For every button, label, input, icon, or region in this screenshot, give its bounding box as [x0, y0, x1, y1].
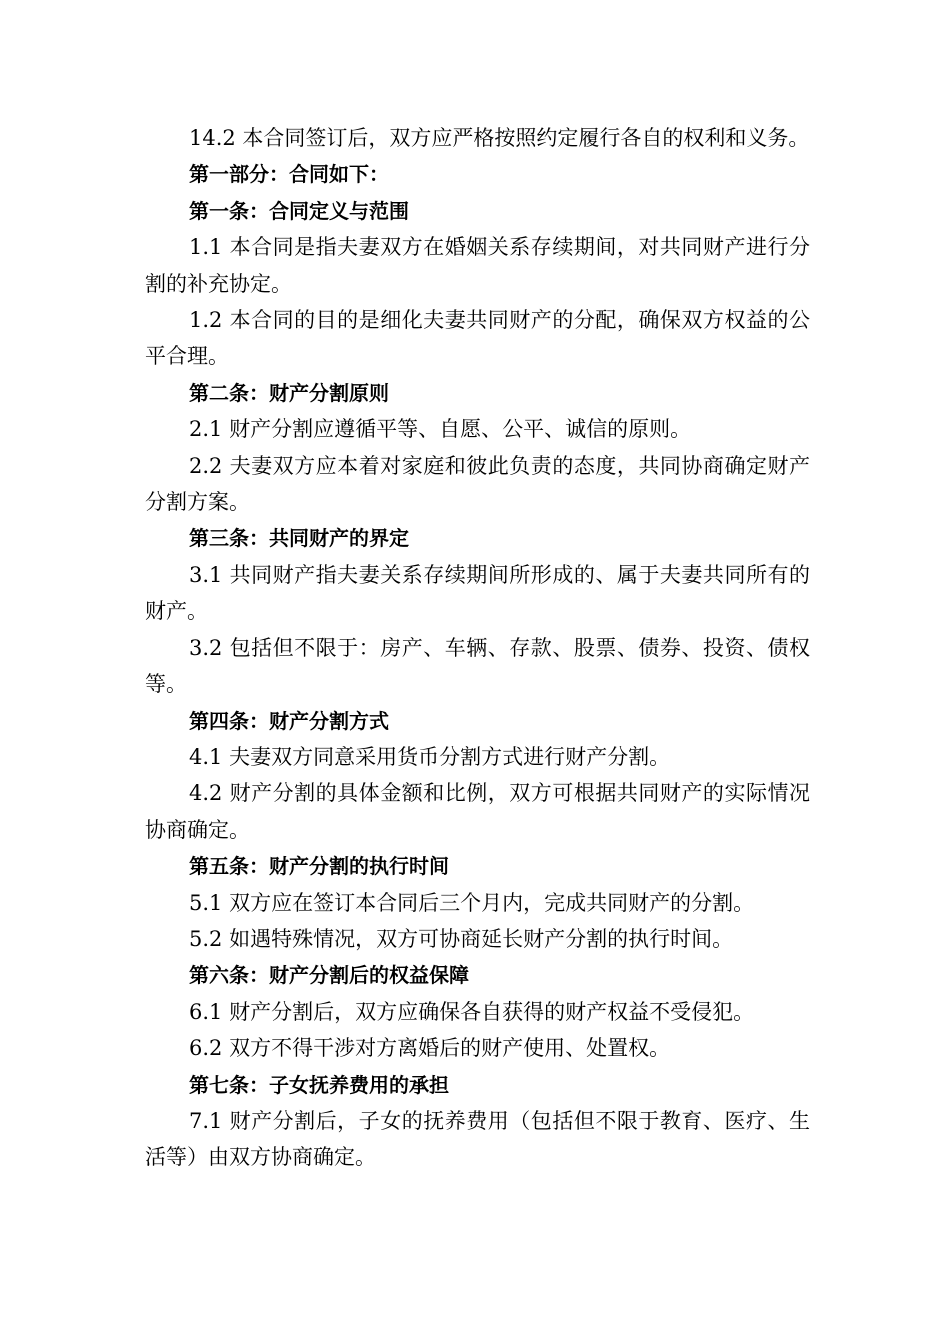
article-1-heading: 第一条：合同定义与范围 — [189, 198, 409, 223]
clause-1-2: 1.2 本合同的目的是细化夫妻共同财产的分配，确保双方权益的公平合理。 — [145, 308, 810, 369]
clause-7-1: 7.1 财产分割后，子女的抚养费用（包括但不限于教育、医疗、生活等）由双方协商确定。 — [145, 1108, 810, 1170]
clause-1-1: 1.1 本合同是指夫妻双方在婚姻关系存续期间，对共同财产进行分割的补充协定。 — [145, 235, 810, 296]
article-2-heading: 第二条：财产分割原则 — [189, 380, 389, 405]
clause-5-2: 5.2 如遇特殊情况，双方可协商延长财产分割的执行时间。 — [189, 926, 734, 951]
clause-3-2: 3.2 包括但不限于：房产、车辆、存款、股票、债券、投资、债权等。 — [145, 635, 810, 697]
clause-5-1: 5.1 双方应在签订本合同后三个月内，完成共同财产的分割。 — [189, 890, 755, 915]
clause-4-2: 4.2 财产分割的具体金额和比例，双方可根据共同财产的实际情况协商确定。 — [145, 781, 810, 842]
article-6-heading: 第六条：财产分割后的权益保障 — [189, 963, 469, 988]
article-7-heading: 第七条：子女抚养费用的承担 — [189, 1072, 449, 1097]
document-body — [145, 120, 810, 1176]
clause-6-1: 6.1 财产分割后，双方应确保各自获得的财产权益不受侵犯。 — [189, 999, 755, 1024]
article-4-heading: 第四条：财产分割方式 — [189, 708, 389, 733]
clause-2-2: 2.2 夫妻双方应本着对家庭和彼此负责的态度，共同协商确定财产分割方案。 — [145, 453, 810, 515]
clause-6-2: 6.2 双方不得干涉对方离婚后的财产使用、处置权。 — [189, 1036, 671, 1061]
clause-3-1: 3.1 共同财产指夫妻关系存续期间所形成的、属于夫妻共同所有的财产。 — [145, 562, 810, 624]
article-3-heading: 第三条：共同财产的界定 — [189, 526, 409, 551]
clause-2-1: 2.1 财产分割应遵循平等、自愿、公平、诚信的原则。 — [189, 417, 692, 442]
clause-14-2: 14.2 本合同签订后，双方应严格按照约定履行各自的权利和义务。 — [189, 126, 810, 150]
clause-4-1: 4.1 夫妻双方同意采用货币分割方式进行财产分割。 — [189, 744, 671, 769]
part-one-heading: 第一部分：合同如下： — [189, 162, 389, 187]
article-5-heading: 第五条：财产分割的执行时间 — [189, 854, 449, 879]
